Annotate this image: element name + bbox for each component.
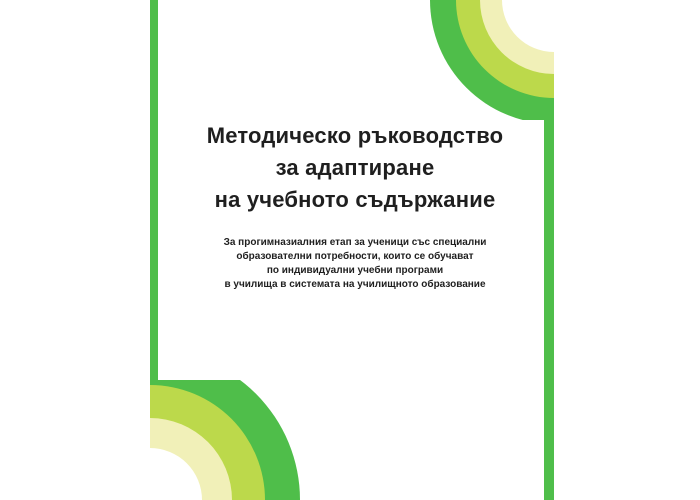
title-line-3: на учебното съдържание [214,187,496,212]
title-line-1: Методическо ръководство [206,123,504,148]
top-right-ring-decoration [430,0,554,120]
subtitle-line-4: в училища в системата на училищното образование [224,279,486,290]
top-right-rings-graphic [430,0,554,120]
subtitle-line-3: по индивидуални учебни програми [266,265,444,276]
bottom-left-rings-graphic [150,380,300,500]
subtitle-line-1: За прогимназиалния етап за ученици със специални [223,237,487,248]
document-subtitle [160,236,550,292]
title-line-2: за адаптиране [275,155,435,180]
document-title [160,120,550,216]
bottom-left-ring-decoration [150,380,300,500]
subtitle-line-2: образователни потребности, които се обучават [236,251,474,262]
